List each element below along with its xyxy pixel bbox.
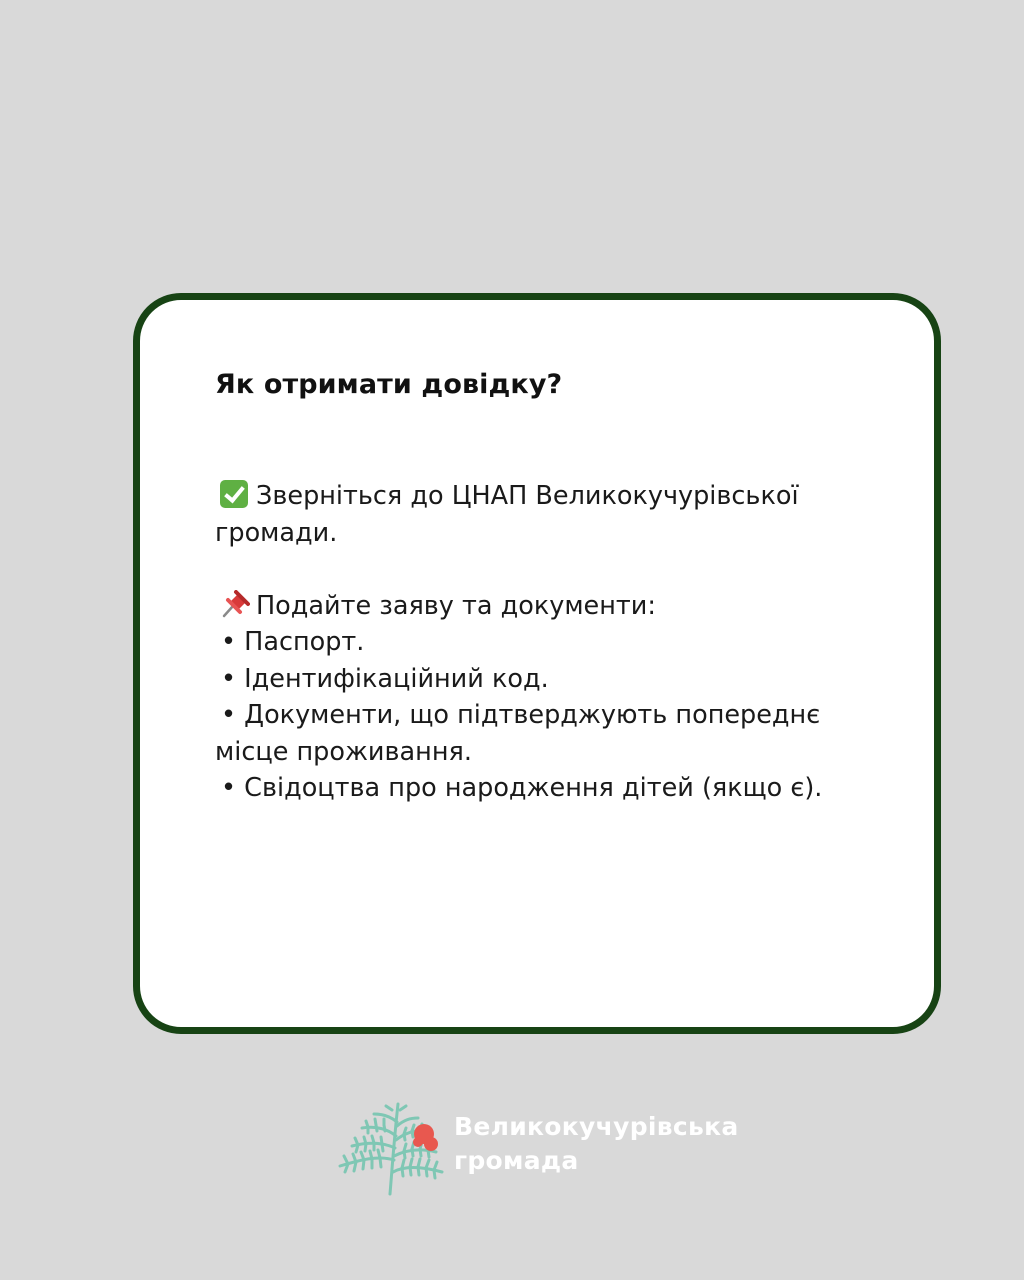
list-item: • Свідоцтва про народження дітей (якщо є). xyxy=(221,773,823,803)
docs-heading: Подайте заяву та документи: xyxy=(256,590,656,621)
logo-text-line2: громада xyxy=(454,1146,579,1175)
card-title: Як отримати довідку? xyxy=(215,369,563,400)
check-mark-icon xyxy=(220,480,248,508)
list-item: • Ідентифікаційний код. xyxy=(221,663,549,694)
intro-text-line1: Зверніться до ЦНАП Великокучурівської xyxy=(256,481,799,511)
intro-line xyxy=(215,478,915,515)
pushpin-icon xyxy=(220,590,250,618)
list-item: • Паспорт. xyxy=(221,627,365,657)
spacer xyxy=(215,551,915,588)
info-card xyxy=(133,293,941,1034)
docs-heading-line xyxy=(215,588,915,625)
community-logo xyxy=(338,1100,739,1200)
card-body xyxy=(215,478,915,807)
tree-berry-logo-icon xyxy=(338,1100,448,1196)
intro-text-line2: громади. xyxy=(215,517,338,548)
logo-text xyxy=(454,1110,739,1178)
list-item: • Документи, що підтверджують попереднє xyxy=(221,700,821,730)
list-item-continuation: місце проживання. xyxy=(215,736,472,767)
logo-text-line1: Великокучурівська xyxy=(454,1112,739,1141)
